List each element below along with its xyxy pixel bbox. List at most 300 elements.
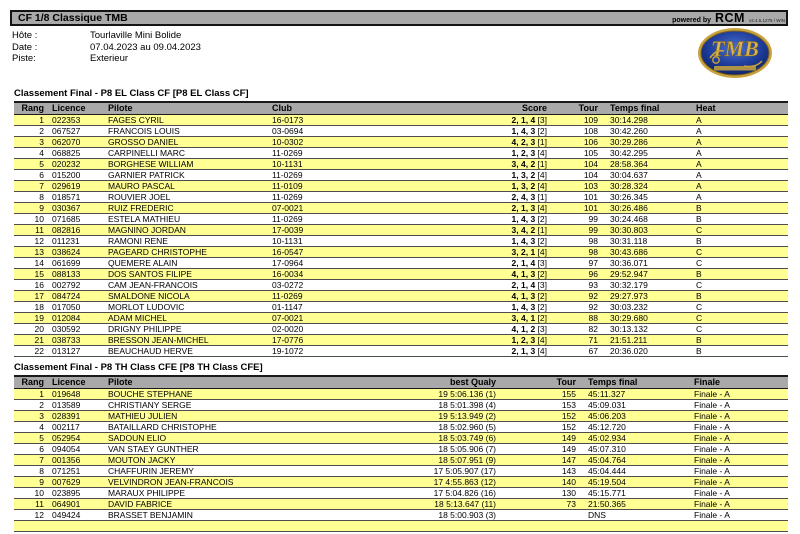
table-row xyxy=(14,477,788,488)
cell-licence: 062070 xyxy=(52,137,81,147)
cell-heat: B xyxy=(696,236,702,246)
table-row xyxy=(14,258,788,269)
cell-licence: 013127 xyxy=(52,346,81,356)
table-row xyxy=(14,137,788,148)
cell-score: 1, 3, 2 [4] xyxy=(511,181,547,191)
cell-tour: 99 xyxy=(588,214,598,224)
cell-pilote: ADAM MICHEL xyxy=(108,313,168,323)
date-value: 07.04.2023 au 09.04.2023 xyxy=(90,41,201,53)
cell-rang: 15 xyxy=(34,269,44,279)
column-header-bestqualy: best Qualy xyxy=(449,377,496,387)
cell-heat: C xyxy=(696,258,703,268)
cell-tour: 99 xyxy=(588,225,598,235)
cell-tour: 96 xyxy=(588,269,598,279)
table-row xyxy=(14,335,788,346)
cell-licence: 061699 xyxy=(52,258,81,268)
cell-club: 07-0021 xyxy=(272,313,304,323)
cell-tour: 97 xyxy=(588,258,598,268)
cell-rang: 3 xyxy=(39,411,44,421)
cell-tour: 149 xyxy=(561,433,576,443)
results-table xyxy=(14,101,788,357)
cell-pilote: DAVID FABRICE xyxy=(108,499,173,509)
cell-bestqualy: 18 5:13.647 (11) xyxy=(434,499,496,509)
cell-rang: 16 xyxy=(34,280,44,290)
cell-pilote: GARNIER PATRICK xyxy=(108,170,185,180)
cell-licence: 022353 xyxy=(52,115,81,125)
cell-licence: 015200 xyxy=(52,170,81,180)
table-header-row xyxy=(14,376,788,389)
cell-rang: 5 xyxy=(39,433,44,443)
cell-licence: 038733 xyxy=(52,335,81,345)
table-row xyxy=(14,236,788,247)
cell-licence: 007629 xyxy=(52,477,81,487)
cell-bestqualy: 18 5:07.951 (9) xyxy=(438,455,496,465)
cell-score: 4, 1, 2 [3] xyxy=(511,324,547,334)
cell-licence: 082816 xyxy=(52,225,81,235)
cell-tour: 98 xyxy=(588,236,598,246)
cell-bestqualy: 19 5:13.949 (2) xyxy=(438,411,496,421)
cell-bestqualy: 17 4:55.863 (12) xyxy=(433,477,496,487)
classement-cfe-title: Classement Final - P8 TH Class CFE [P8 TH Class CFE] xyxy=(14,362,263,373)
cell-pilote: SADOUN ELIO xyxy=(108,433,167,443)
cell-rang: 4 xyxy=(39,422,44,432)
cell-tour: 153 xyxy=(561,400,576,410)
cell-bestqualy: 18 5:03.749 (6) xyxy=(438,433,496,443)
cell-licence: 084724 xyxy=(52,291,81,301)
cell-temps: 45:02.934 xyxy=(588,433,626,443)
cell-licence: 088133 xyxy=(52,269,81,279)
cell-temps: 30:24.468 xyxy=(610,214,648,224)
cell-pilote: BORGHESE WILLIAM xyxy=(108,159,194,169)
cell-licence: 011231 xyxy=(52,236,80,246)
cell-tour: 147 xyxy=(561,455,576,465)
cell-temps: 30:42.295 xyxy=(610,148,648,158)
cell-heat: B xyxy=(696,335,702,345)
table-row xyxy=(14,126,788,137)
column-header-pilote: Pilote xyxy=(108,377,133,387)
cell-score: 2, 1, 4 [3] xyxy=(511,258,547,268)
cell-club: 10-1131 xyxy=(272,236,303,246)
cell-heat: C xyxy=(696,313,703,323)
cell-temps: 30:04.637 xyxy=(610,170,648,180)
powered-by-group xyxy=(672,11,786,25)
cell-heat: B xyxy=(696,269,702,279)
cell-tour: 106 xyxy=(583,137,598,147)
cell-temps: 30:28.324 xyxy=(610,181,648,191)
table-row xyxy=(14,466,788,477)
cell-pilote: CAM JEAN-FRANCOIS xyxy=(108,280,198,290)
cell-pilote: DOS SANTOS FILIPE xyxy=(108,269,192,279)
cell-bestqualy: 18 5:00.903 (3) xyxy=(438,510,496,520)
cell-licence: 023895 xyxy=(52,488,81,498)
cell-tour: 92 xyxy=(588,302,598,312)
table-row xyxy=(14,280,788,291)
table-row xyxy=(14,313,788,324)
cell-score: 1, 4, 3 [2] xyxy=(511,302,547,312)
cell-club: 17-0039 xyxy=(272,225,304,235)
cell-score: 1, 4, 3 [2] xyxy=(511,214,547,224)
cell-pilote: QUEMERE ALAIN xyxy=(108,258,178,268)
cell-tour: 101 xyxy=(583,192,598,202)
cell-licence: 094054 xyxy=(52,444,81,454)
table-header-row xyxy=(14,102,788,115)
table-row xyxy=(14,247,788,258)
cell-bestqualy: 18 5:05.906 (7) xyxy=(438,444,496,454)
track-label: Piste: xyxy=(12,53,36,64)
track-value: Exterieur xyxy=(90,53,129,64)
cell-heat: A xyxy=(696,137,702,147)
cell-finale: Finale - A xyxy=(694,455,730,465)
cell-bestqualy: 18 5:02.960 (5) xyxy=(438,422,496,432)
cell-tour: 152 xyxy=(561,422,576,432)
column-header-licence: Licence xyxy=(52,103,86,113)
cell-finale: Finale - A xyxy=(694,433,730,443)
cell-score: 4, 2, 3 [1] xyxy=(511,137,547,147)
cell-rang: 10 xyxy=(34,488,44,498)
column-header-temps: Temps final xyxy=(588,377,638,387)
cell-temps: 30:26.345 xyxy=(610,192,648,202)
host-value: Tourlaville Mini Bolide xyxy=(90,30,182,41)
cell-club: 16-0034 xyxy=(272,269,304,279)
table-row xyxy=(14,510,788,521)
table-row xyxy=(14,411,788,422)
cell-licence: 012084 xyxy=(52,313,81,323)
cell-licence: 028391 xyxy=(52,411,81,421)
cell-pilote: MORLOT LUDOVIC xyxy=(108,302,185,312)
table-row xyxy=(14,488,788,499)
cell-licence: 020232 xyxy=(52,159,81,169)
cell-temps: 21:51.211 xyxy=(610,335,648,345)
cell-rang: 14 xyxy=(34,258,44,268)
table-row xyxy=(14,203,788,214)
cell-pilote: BATAILLARD CHRISTOPHE xyxy=(108,422,217,432)
table-row xyxy=(14,400,788,411)
cell-pilote: RAMONI RENE xyxy=(108,236,168,246)
column-header-pilote: Pilote xyxy=(108,103,133,113)
cell-rang: 18 xyxy=(34,302,44,312)
cell-tour: 105 xyxy=(583,148,598,158)
cell-heat: B xyxy=(696,291,702,301)
cell-heat: A xyxy=(696,148,702,158)
cell-tour: 93 xyxy=(588,280,598,290)
cell-temps: 30:14.298 xyxy=(610,115,648,125)
classement-cf-section xyxy=(14,88,788,357)
cell-finale: Finale - A xyxy=(694,444,730,454)
cell-pilote: MOUTON JACKY xyxy=(108,455,176,465)
table-row xyxy=(14,302,788,313)
cell-club: 11-0269 xyxy=(272,291,303,301)
cell-tour: 149 xyxy=(561,444,576,454)
table-row xyxy=(14,170,788,181)
empty-stripe-row xyxy=(14,521,788,532)
powered-by-label: powered by xyxy=(672,17,711,24)
cell-tour: 130 xyxy=(561,488,576,498)
cell-bestqualy: 17 5:05.907 (17) xyxy=(433,466,496,476)
cell-temps: 30:26.486 xyxy=(610,203,648,213)
cell-pilote: BRASSET BENJAMIN xyxy=(108,510,193,520)
cell-temps: 29:27.973 xyxy=(610,291,648,301)
cell-rang: 3 xyxy=(39,137,44,147)
table-row xyxy=(14,291,788,302)
table-row xyxy=(14,389,788,400)
cell-temps: 29:52.947 xyxy=(610,269,648,279)
cell-tour: 155 xyxy=(561,389,576,399)
table-row xyxy=(14,346,788,357)
cell-club: 16-0173 xyxy=(272,115,304,125)
cell-rang: 8 xyxy=(39,466,44,476)
cell-tour: 143 xyxy=(561,466,576,476)
cell-temps: 30:29.286 xyxy=(610,137,648,147)
cell-club: 11-0269 xyxy=(272,170,303,180)
cell-pilote: GROSSO DANIEL xyxy=(108,137,179,147)
cell-rang: 12 xyxy=(34,236,44,246)
cell-heat: B xyxy=(696,214,702,224)
cell-heat: A xyxy=(696,159,702,169)
cell-heat: C xyxy=(696,302,703,312)
table-row xyxy=(14,148,788,159)
cell-heat: A xyxy=(696,170,702,180)
cell-rang: 2 xyxy=(39,400,44,410)
cell-heat: C xyxy=(696,280,703,290)
empty-cell xyxy=(14,521,788,532)
cell-licence: 064901 xyxy=(52,499,81,509)
cell-licence: 068825 xyxy=(52,148,81,158)
table-row xyxy=(14,225,788,236)
cell-rang: 10 xyxy=(34,214,44,224)
table-row xyxy=(14,324,788,335)
host-row xyxy=(12,30,201,42)
cell-pilote: CHAFFURIN JEREMY xyxy=(108,466,194,476)
classement-cf-title: Classement Final - P8 EL Class CF [P8 EL Class CF] xyxy=(14,88,249,99)
cell-rang: 9 xyxy=(39,203,44,213)
cell-finale: Finale - A xyxy=(694,422,730,432)
cell-tour: 71 xyxy=(588,335,598,345)
cell-club: 11-0269 xyxy=(272,192,303,202)
cell-bestqualy: 17 5:04.826 (16) xyxy=(433,488,496,498)
cell-temps: 30:31.118 xyxy=(610,236,648,246)
cell-finale: Finale - A xyxy=(694,466,730,476)
cell-temps: 28:58.364 xyxy=(610,159,648,169)
cell-temps: 30:03.232 xyxy=(610,302,648,312)
cell-temps: 45:12.720 xyxy=(588,422,626,432)
table-row xyxy=(14,455,788,466)
cell-score: 1, 2, 3 [4] xyxy=(511,148,547,158)
cell-pilote: CHRISTIANY SERGE xyxy=(108,400,192,410)
cell-heat: C xyxy=(696,324,703,334)
cell-score: 3, 4, 2 [1] xyxy=(511,225,547,235)
cell-pilote: BEAUCHAUD HERVE xyxy=(108,346,193,356)
track-row xyxy=(12,53,201,65)
cell-rang: 6 xyxy=(39,444,44,454)
cell-finale: Finale - A xyxy=(694,477,730,487)
cell-rang: 7 xyxy=(39,181,44,191)
cell-temps: 45:15.771 xyxy=(588,488,626,498)
cell-finale: Finale - A xyxy=(694,400,730,410)
cell-finale: Finale - A xyxy=(694,488,730,498)
cell-club: 19-1072 xyxy=(272,346,304,356)
results-table-cfe xyxy=(14,375,788,532)
cell-pilote: MARAUX PHILIPPE xyxy=(108,488,185,498)
cell-licence: 029619 xyxy=(52,181,81,191)
table-row xyxy=(14,214,788,225)
cell-pilote: PAGEARD CHRISTOPHE xyxy=(108,247,207,257)
cell-tour: 98 xyxy=(588,247,598,257)
cell-tour: 101 xyxy=(583,203,598,213)
cell-club: 07-0021 xyxy=(272,203,304,213)
date-row xyxy=(12,42,201,54)
cell-temps: 45:09.031 xyxy=(588,400,626,410)
cell-pilote: MAGNINO JORDAN xyxy=(108,225,186,235)
cell-licence: 002792 xyxy=(52,280,81,290)
cell-tour: 103 xyxy=(583,181,598,191)
cell-licence: 019648 xyxy=(52,389,81,399)
cell-tour: 140 xyxy=(561,477,576,487)
cell-pilote: DRIGNY PHILIPPE xyxy=(108,324,182,334)
cell-score: 1, 2, 3 [4] xyxy=(511,335,547,345)
cell-tour xyxy=(504,510,580,521)
date-label: Date : xyxy=(12,41,38,53)
cell-rang: 12 xyxy=(34,510,44,520)
column-header-rang: Rang xyxy=(21,103,44,113)
column-header-temps: Temps final xyxy=(610,103,660,113)
cell-rang: 13 xyxy=(34,247,44,257)
cell-score: 1, 4, 3 [2] xyxy=(511,126,547,136)
cell-temps: 30:42.260 xyxy=(610,126,648,136)
cell-bestqualy: 19 5:06.136 (1) xyxy=(438,389,496,399)
cell-pilote: BOUCHE STEPHANE xyxy=(108,389,193,399)
cell-rang: 8 xyxy=(39,192,44,202)
column-header-club: Club xyxy=(272,103,292,113)
cell-licence: 002117 xyxy=(52,422,80,432)
cell-temps: 30:32.179 xyxy=(610,280,648,290)
column-header-rang: Rang xyxy=(21,377,44,387)
cell-licence: 071685 xyxy=(52,214,81,224)
cell-score: 2, 1, 4 [3] xyxy=(511,115,547,125)
table-row xyxy=(14,444,788,455)
cell-rang: 6 xyxy=(39,170,44,180)
cell-licence: 030367 xyxy=(52,203,81,213)
cell-rang: 1 xyxy=(39,389,44,399)
cell-score: 4, 1, 3 [2] xyxy=(511,291,547,301)
cell-club: 03-0694 xyxy=(272,126,304,136)
cell-temps: 45:11.327 xyxy=(588,389,626,399)
cell-club: 16-0547 xyxy=(272,247,304,257)
cell-heat: C xyxy=(696,225,703,235)
cell-rang: 9 xyxy=(39,477,44,487)
cell-score: 2, 1, 4 [3] xyxy=(511,280,547,290)
cell-tour: 73 xyxy=(566,499,576,509)
cell-heat: C xyxy=(696,247,703,257)
cell-temps: 45:07.310 xyxy=(588,444,626,454)
table-row xyxy=(14,115,788,126)
cell-pilote: VAN STAEY GUNTHER xyxy=(108,444,199,454)
cell-club: 11-0269 xyxy=(272,214,303,224)
table-row xyxy=(14,269,788,280)
cell-temps: 30:43.686 xyxy=(610,247,648,257)
cell-rang: 4 xyxy=(39,148,44,158)
host-label: Hôte : xyxy=(12,30,38,41)
cell-temps: 45:04.444 xyxy=(588,466,626,476)
cell-pilote: VELVINDRON JEAN-FRANCOIS xyxy=(108,477,234,487)
cell-pilote: ROUVIER JOEL xyxy=(108,192,171,202)
cell-temps: 45:06.203 xyxy=(588,411,626,421)
cell-licence: 018571 xyxy=(52,192,81,202)
cell-temps: 20:36.020 xyxy=(610,346,648,356)
cell-tour: 104 xyxy=(583,170,598,180)
cell-heat: A xyxy=(696,181,702,191)
cell-temps: 30:30.803 xyxy=(610,225,648,235)
column-header-finale: Finale xyxy=(694,377,721,387)
cell-rang: 17 xyxy=(34,291,44,301)
cell-score: 1, 4, 3 [2] xyxy=(511,236,547,246)
cell-heat: A xyxy=(696,115,702,125)
cell-temps: 45:19.504 xyxy=(588,477,626,487)
cell-temps: DNS xyxy=(588,510,606,520)
cell-score: 2, 4, 3 [1] xyxy=(511,192,547,202)
rcm-version: v2.4.5.1275 / WIN xyxy=(748,18,785,23)
cell-finale: Finale - A xyxy=(694,510,730,520)
cell-licence: 017050 xyxy=(52,302,81,312)
cell-club: 03-0272 xyxy=(272,280,304,290)
table-row xyxy=(14,192,788,203)
cell-licence: 001356 xyxy=(52,455,81,465)
rcm-brand-logo: RCM xyxy=(715,11,745,25)
results-table-cf xyxy=(14,101,788,357)
cell-score: 2, 1, 3 [4] xyxy=(511,346,547,356)
cell-score: 1, 3, 2 [4] xyxy=(511,170,547,180)
table-row xyxy=(14,181,788,192)
report-title-bar xyxy=(10,10,788,26)
cell-club: 01-1147 xyxy=(272,302,303,312)
cell-licence: 067527 xyxy=(52,126,81,136)
cell-pilote: ESTELA MATHIEU xyxy=(108,214,181,224)
column-header-tour: Tour xyxy=(578,103,598,113)
cell-pilote: SMALDONE NICOLA xyxy=(108,291,190,301)
cell-temps: 45:04.764 xyxy=(588,455,626,465)
cell-finale: Finale - A xyxy=(694,389,730,399)
cell-rang: 1 xyxy=(39,115,44,125)
cell-tour: 109 xyxy=(583,115,598,125)
classement-cfe-section xyxy=(14,362,788,532)
cell-licence: 049424 xyxy=(52,510,81,520)
cell-score: 3, 2, 1 [4] xyxy=(511,247,547,257)
cell-licence: 013589 xyxy=(52,400,81,410)
cell-pilote: CARPINELLI MARC xyxy=(108,148,185,158)
cell-finale: Finale - A xyxy=(694,499,730,509)
cell-pilote: RUIZ FREDERIC xyxy=(108,203,174,213)
cell-club: 10-0302 xyxy=(272,137,304,147)
cell-score: 2, 1, 3 [4] xyxy=(511,203,547,213)
cell-licence: 052954 xyxy=(52,433,81,443)
cell-score: 3, 4, 1 [2] xyxy=(511,313,547,323)
cell-licence: 071251 xyxy=(52,466,81,476)
cell-bestqualy: 18 5:01.398 (4) xyxy=(438,400,496,410)
cell-rang: 11 xyxy=(35,499,44,509)
tmb-club-logo-icon xyxy=(696,26,774,80)
cell-pilote: MATHIEU JULIEN xyxy=(108,411,178,421)
cell-pilote: FAGES CYRIL xyxy=(108,115,164,125)
svg-text:TMB: TMB xyxy=(711,36,759,61)
table-row xyxy=(14,433,788,444)
cell-tour: 67 xyxy=(588,346,598,356)
cell-pilote: BRESSON JEAN-MICHEL xyxy=(108,335,209,345)
cell-rang: 21 xyxy=(34,335,44,345)
cell-temps: 30:36.071 xyxy=(610,258,648,268)
cell-licence: 030592 xyxy=(52,324,81,334)
cell-finale: Finale - A xyxy=(694,411,730,421)
cell-score: 4, 1, 3 [2] xyxy=(511,269,547,279)
table-row xyxy=(14,422,788,433)
